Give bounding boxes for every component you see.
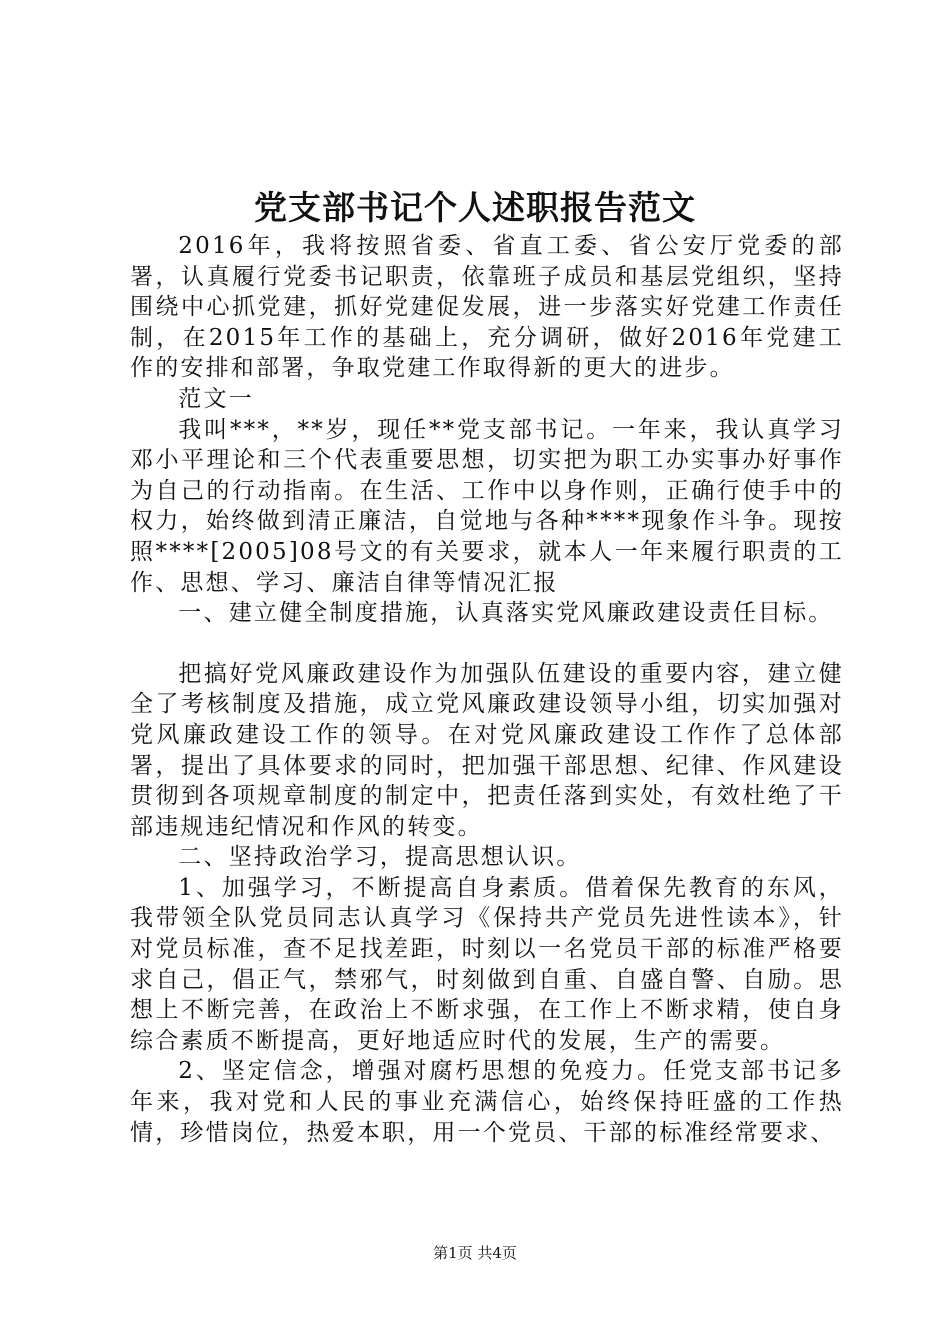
paragraph-intro: 2016年，我将按照省委、省直工委、省公安厅党委的部署，认真履行党委书记职责，依靠班子成员和基层党组织，坚持围绕中心抓党建，抓好党建促发展，进一步落实好党建工作责任制，在2015年工作的基础上，充分调研，做好2016年党建工作的安排和部署，争取党建工作取得新的更大的进步。 (130, 233, 844, 382)
document-title: 党支部书记个人述职报告范文 (254, 188, 696, 227)
paragraph-item-1: 1、加强学习，不断提高自身素质。借着保先教育的东风，我带领全队党员同志认真学习《保持共产党员先进性读本》，针对党员标准，查不足找差距，时刻以一名党员干部的标准严格要求自己，倡正气，禁邪气，时刻做到自重、自盛自警、自励。思想上不断完善，在政治上不断求强，在工作上不断求精，使自身综合素质不断提高，更好地适应时代的发展，生产的需要。 (130, 874, 844, 1054)
section-heading-1: 一、建立健全制度措施，认真落实党风廉政建设责任目标。 (178, 600, 834, 627)
paragraph-section-1-content: 把搞好党风廉政建设作为加强队伍建设的重要内容，建立健全了考核制度及措施，成立党风廉政建设领导小组，切实加强对党风廉政建设工作的领导。在对党风廉政建设工作作了总体部署，提出了具体要求的同时，把加强干部思想、纪律、作风建设贯彻到各项规章制度的制定中，把责任落到实处，有效杜绝了干部违规违纪情况和作风的转变。 (130, 660, 844, 840)
paragraph-sample-heading: 范文一 (178, 385, 254, 412)
page-footer: 第1页 共4页 (433, 1244, 517, 1262)
paragraph-self-introduction: 我叫***，**岁，现任**党支部书记。一年来，我认真学习邓小平理论和三个代表重要思想，切实把为职工办实事办好事作为自己的行动指南。在生活、工作中以身作则，正确行使手中的权力，始终做到清正廉洁，自觉地与各种****现象作斗争。现按照****[2005]08号文的有关要求，就本人一年来履行职责的工作、思想、学习、廉洁自律等情况汇报 (130, 416, 844, 596)
paragraph-item-2: 2、坚定信念，增强对腐朽思想的免疫力。任党支部书记多年来，我对党和人民的事业充满信心，始终保持旺盛的工作热情，珍惜岗位，热爱本职，用一个党员、干部的标准经常要求、 (130, 1058, 844, 1146)
document-body (130, 231, 844, 1148)
section-heading-2: 二、坚持政治学习，提高思想认识。 (178, 844, 582, 871)
